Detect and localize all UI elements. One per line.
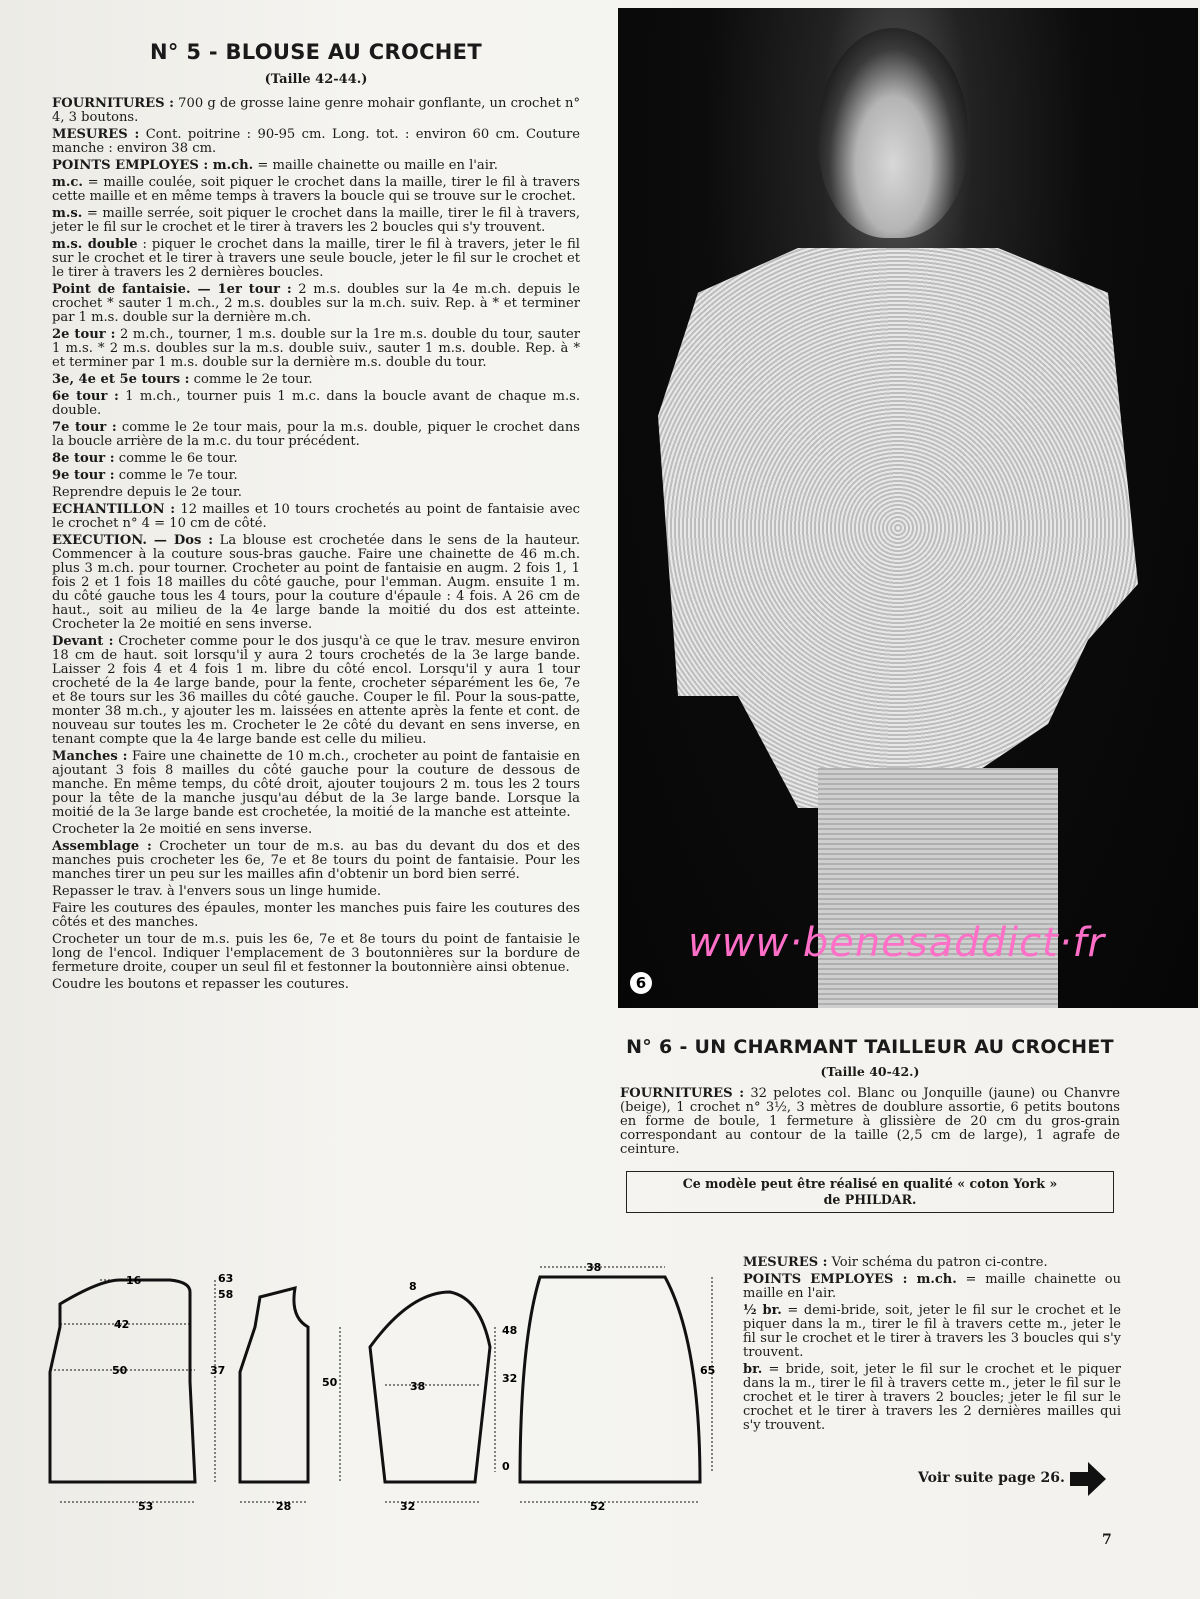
pattern-5-paragraph — [52, 840, 580, 882]
pattern-5-paragraph — [52, 128, 580, 156]
pattern-6-paragraph-text: = maille chainette ou maille en l'air. — [743, 1272, 1121, 1301]
continued-note: Voir suite page 26. — [918, 1470, 1065, 1486]
pattern-5-paragraph-label: POINTS EMPLOYES : m.ch. — [52, 158, 254, 173]
pattern-6-points — [743, 1256, 1121, 1436]
pattern-5-paragraph-label: 3e, 4e et 5e tours : — [52, 372, 190, 387]
pattern-5-paragraph-label: ECHANTILLON : — [52, 502, 176, 517]
measurement-label: 42 — [114, 1318, 130, 1331]
pattern-6-paragraph — [743, 1363, 1121, 1433]
measurement-label: 28 — [276, 1500, 292, 1513]
pattern-5-paragraph-text: 1 m.ch., tourner puis 1 m.c. dans la boucle avant de chaque m.s. double. — [52, 389, 581, 418]
measurement-label: 37 — [210, 1364, 226, 1377]
pattern-5-paragraph-label: Point de fantaisie. — 1er tour : — [52, 282, 292, 297]
pattern-5-paragraph-text: = maille serrée, soit piquer le crochet dans la maille, tirer le fil à travers, jeter le fil sur le crochet et le tirer à travers les 2 boucles qui s'y trouvent. — [52, 206, 580, 235]
pattern-5-paragraph-label: 6e tour : — [52, 389, 119, 404]
pattern-6-paragraph-label: ½ br. — [743, 1303, 782, 1318]
phildar-box-line2: de PHILDAR. — [823, 1192, 917, 1207]
pattern-5-paragraph-text: Crocheter un tour de m.s. puis les 6e, 7e et 8e tours du point de fantaisie le long de l'encol. Indiquer l'emplacement de 3 boutonnières sur la bordure de fermeture droite, couper un seul fil et festonner la boutonnière ainsi obtenue. — [52, 932, 580, 975]
measurement-label: 16 — [126, 1274, 142, 1287]
phildar-box-line1: Ce modèle peut être réalisé en qualité « coton York » — [682, 1176, 1058, 1191]
pattern-5-paragraph-text: comme le 2e tour mais, pour la m.s. double, piquer le crochet dans la boucle arrière de la m.c. du tour précédent. — [52, 420, 581, 449]
pattern-5-paragraph — [52, 933, 580, 975]
measurement-label: 50 — [112, 1364, 128, 1377]
pattern-5-paragraph-label: 7e tour : — [52, 420, 117, 435]
pattern-5-paragraph-text: La blouse est crochetée dans le sens de la hauteur. Commencer à la couture sous-bras gauche. Faire une chainette de 46 m.ch. plus 3 m.ch. pour tourner. Crocheter au point de fantaisie en augm. 2 fois 1, 1 fois 2 et 1 fois 18 mailles du côté gauche, pour l'emman. Augm. ensuite 1 m. du côté gauche tous les 4 tours, pour la couture d'épaule : 4 fois. A 26 cm de haut., soit au milieu de la 4e large bande la moitié du dos est atteinte. Crocheter la 2e moitié en sens inverse. — [52, 533, 580, 632]
pattern-5-paragraph-label: MESURES : — [52, 127, 140, 142]
pattern-5-paragraph-text: = maille coulée, soit piquer le crochet dans la maille, tirer le fil à travers cette maille et en même temps à travers la boucle qui se trouve sur le crochet. — [52, 175, 580, 204]
pattern-5-paragraph — [52, 159, 580, 173]
pattern-5-paragraph — [52, 534, 580, 632]
page-number: 7 — [1102, 1532, 1112, 1548]
pattern-5-paragraph — [52, 238, 580, 280]
pattern-6-paragraph-text: Voir schéma du patron ci-contre. — [827, 1255, 1048, 1270]
pattern-5-paragraph — [52, 176, 580, 204]
photo-number-badge: 6 — [630, 972, 652, 994]
pattern-5-paragraph — [52, 97, 580, 125]
pattern-5-paragraph — [52, 390, 580, 418]
pattern-5-paragraph-text: Crocheter comme pour le dos jusqu'à ce que le trav. mesure environ 18 cm de haut. soit lorsqu'il y aura 2 tours crochetés de la 3e large bande. Laisser 2 fois 4 et 4 fois 1 m. libre du côté encol. Lorsqu'il y aura 1 tour crocheté de la 4e large bande, pour la fente, crocheter séparément les 6e, 7e et 8e tours sur les 36 mailles du côté gauche. Couper le fil. Pour la sous-patte, monter 38 m.ch., y ajouter les m. laissées en attente après la fente et cont. de nouveau sur toutes les m. Crocheter le 2e côté du devant en sens inverse, en tenant compte que la 4e large bande est celle du milieu. — [52, 634, 580, 747]
pattern-6-paragraph — [743, 1304, 1121, 1360]
pattern-5-paragraph-text: 12 mailles et 10 tours crochetés au point de fantaisie avec le crochet n° 4 = 10 cm de côté. — [52, 502, 581, 531]
pattern-5-paragraph-label: EXECUTION. — Dos : — [52, 533, 214, 548]
pattern-5-paragraph-text: Faire une chainette de 10 m.ch., crocheter au point de fantaisie en ajoutant 3 fois 8 mailles du côté gauche pour la couture de dessous de manche. En même temps, du côté droit, ajouter toujours 2 m. tous les 2 tours pour la tête de la manche jusqu'au début de la 3e large bande. Lorsque la moitié de la 3e large bande est crochetée, la moitié de la manche est atteinte. — [52, 749, 580, 820]
pattern-5-paragraph-text: Coudre les boutons et repasser les coutures. — [52, 977, 349, 992]
pattern-5-paragraph — [52, 452, 580, 466]
right-arrow-icon — [1070, 1462, 1106, 1496]
measurement-label: 58 — [218, 1288, 234, 1301]
pattern-5-title: N° 5 - BLOUSE AU CROCHET — [150, 40, 482, 64]
fournitures-label: FOURNITURES : — [620, 1086, 745, 1101]
pattern-5-paragraph — [52, 503, 580, 531]
model-head — [818, 28, 968, 238]
watermark-text: www·benesaddict·fr — [688, 920, 1105, 966]
pattern-5-paragraph — [52, 421, 580, 449]
pattern-5-paragraph-text: comme le 7e tour. — [114, 468, 238, 483]
crochet-jacket — [648, 248, 1148, 808]
pattern-5-paragraph-label: m.c. — [52, 175, 83, 190]
pattern-5-paragraph — [52, 469, 580, 483]
pattern-6-paragraph-text: = bride, soit, jeter le fil sur le crochet et le piquer dans la m., tirer le fil à travers cette m., jeter le fil sur le crochet et le tirer à travers 2 boucles; jeter le fil sur le crochet et le tirer à travers les 2 dernières mailles qui s'y trouvent. — [743, 1362, 1121, 1433]
pattern-5-paragraph — [52, 635, 580, 747]
pattern-5-paragraph — [52, 207, 580, 235]
pattern-6-paragraph-text: = demi-bride, soit, jeter le fil sur le crochet et le piquer dans la m., tirer le fil à travers cette m., jeter le fil sur le crochet et le tirer à travers les 3 boucles qui s'y trouvent. — [743, 1303, 1121, 1360]
pattern-5-paragraph-text: 2 m.ch., tourner, 1 m.s. double sur la 1re m.s. double du tour, sauter 1 m.s. * 2 m.s. doubles sur la m.s. double suiv., sauter 1 m.s. double. Rep. à * et terminer par 1 m.s. double sur la dernière m.s. double du tour. — [52, 327, 580, 370]
pattern-6-body — [743, 1256, 1121, 1433]
skirt-outline — [520, 1277, 700, 1482]
pattern-5-paragraph — [52, 885, 580, 899]
pattern-5-paragraph — [52, 283, 580, 325]
pattern-5-paragraph-text: Repasser le trav. à l'envers sous un linge humide. — [52, 884, 382, 899]
measurement-label: 65 — [700, 1364, 716, 1377]
pattern-5-paragraph-text: Faire les coutures des épaules, monter les manches puis faire les coutures des côtés et des manches. — [52, 901, 580, 930]
model-photo — [618, 8, 1198, 1008]
pattern-5-size: (Taille 42-44.) — [264, 72, 368, 87]
pattern-6-fournitures — [620, 1087, 1120, 1157]
pattern-5-paragraph-label: 9e tour : — [52, 468, 115, 483]
pattern-6-size: (Taille 40-42.) — [820, 1064, 920, 1079]
measurement-label: 38 — [410, 1380, 426, 1393]
pattern-5-paragraph-text: comme le 2e tour. — [189, 372, 313, 387]
fournitures-text: 32 pelotes col. Blanc ou Jonquille (jaune) ou Chanvre (beige), 1 crochet n° 3½, 3 mètres de doublure assortie, 6 petits boutons en forme de boule, 1 fermeture à glissière de 20 cm du gros-grain correspondant au contour de la taille (2,5 cm de large), 1 agrafe de ceinture. — [620, 1086, 1120, 1157]
measurement-label: 0 — [502, 1460, 510, 1473]
pattern-5-paragraph-label: FOURNITURES : — [52, 96, 174, 111]
pattern-5-paragraph-text: Cont. poitrine : 90-95 cm. Long. tot. : environ 60 cm. Couture manche : environ 38 cm. — [52, 127, 581, 156]
pattern-5-paragraph — [52, 328, 580, 370]
measurement-label: 32 — [400, 1500, 416, 1513]
pattern-5-paragraph — [52, 978, 580, 992]
pattern-5-paragraph-label: Manches : — [52, 749, 128, 764]
phildar-box — [626, 1171, 1114, 1213]
sleeve-outline — [370, 1292, 490, 1482]
pattern-5-paragraph-text: comme le 6e tour. — [114, 451, 238, 466]
pattern-6-paragraph-label: POINTS EMPLOYES : m.ch. — [743, 1272, 957, 1287]
front-piece-outline — [240, 1288, 308, 1482]
pattern-5-paragraph-text: Reprendre depuis le 2e tour. — [52, 485, 242, 500]
pattern-5-paragraph-label: m.s. — [52, 206, 83, 221]
pattern-6-paragraph-label: br. — [743, 1362, 763, 1377]
measurement-label: 50 — [322, 1376, 338, 1389]
measurement-label: 48 — [502, 1324, 518, 1337]
pattern-5-paragraph-text: : piquer le crochet dans la maille, tirer le fil à travers, jeter le fil sur le crochet et le tirer à travers une seule boucle, jeter le fil sur le crochet et le tirer à travers les 2 dernières boucles. — [52, 237, 580, 280]
pattern-5-paragraph-text: Crocheter un tour de m.s. au bas du devant du dos et des manches puis crocheter les 6e, 7e et 8e tours du point de fantaisie. Pour les manches tirer un peu sur les mailles afin d'obtenir un bord bien serré. — [52, 839, 580, 882]
measurement-label: 53 — [138, 1500, 154, 1513]
pattern-5-paragraph-label: Assemblage : — [52, 839, 152, 854]
measurement-label: 8 — [409, 1280, 417, 1293]
pattern-6-column — [620, 1036, 1120, 1221]
pattern-5-paragraph-label: 2e tour : — [52, 327, 116, 342]
pattern-5-paragraph-text: 2 m.s. doubles sur la 4e m.ch. depuis le crochet * sauter 1 m.ch., 2 m.s. doubles sur la m.ch. suiv. Rep. à * et terminer par 1 m.s. double sur la dernière m.ch. — [52, 282, 580, 325]
measurement-label: 38 — [586, 1262, 602, 1274]
pattern-6-title: N° 6 - UN CHARMANT TAILLEUR AU CROCHET — [626, 1036, 1114, 1058]
measurement-label: 32 — [502, 1372, 518, 1385]
pattern-5-paragraph — [52, 486, 580, 500]
pattern-6-paragraph-label: MESURES : — [743, 1255, 828, 1270]
measurement-label: 63 — [218, 1272, 234, 1285]
pattern-5-paragraph-text: 700 g de grosse laine genre mohair gonflante, un crochet n° 4, 3 boutons. — [52, 96, 580, 125]
pattern-5-paragraph-text: = maille chainette ou maille en l'air. — [253, 158, 498, 173]
pattern-5-paragraph — [52, 902, 580, 930]
measurement-label: 52 — [590, 1500, 606, 1513]
pattern-5-column — [52, 34, 580, 995]
pattern-schematics — [40, 1262, 720, 1592]
pattern-6-paragraph — [743, 1273, 1121, 1301]
pattern-5-paragraph — [52, 373, 580, 387]
crochet-skirt — [818, 768, 1058, 1008]
pattern-5-paragraph — [52, 823, 580, 837]
pattern-6-paragraph — [743, 1256, 1121, 1270]
pattern-5-body — [52, 97, 580, 992]
pattern-5-paragraph-label: m.s. double — [52, 237, 138, 252]
pattern-5-paragraph-label: Devant : — [52, 634, 114, 649]
pattern-5-paragraph-text: Crocheter la 2e moitié en sens inverse. — [52, 822, 313, 837]
pattern-5-paragraph-label: 8e tour : — [52, 451, 115, 466]
back-piece-outline — [50, 1280, 195, 1482]
pattern-5-paragraph — [52, 750, 580, 820]
